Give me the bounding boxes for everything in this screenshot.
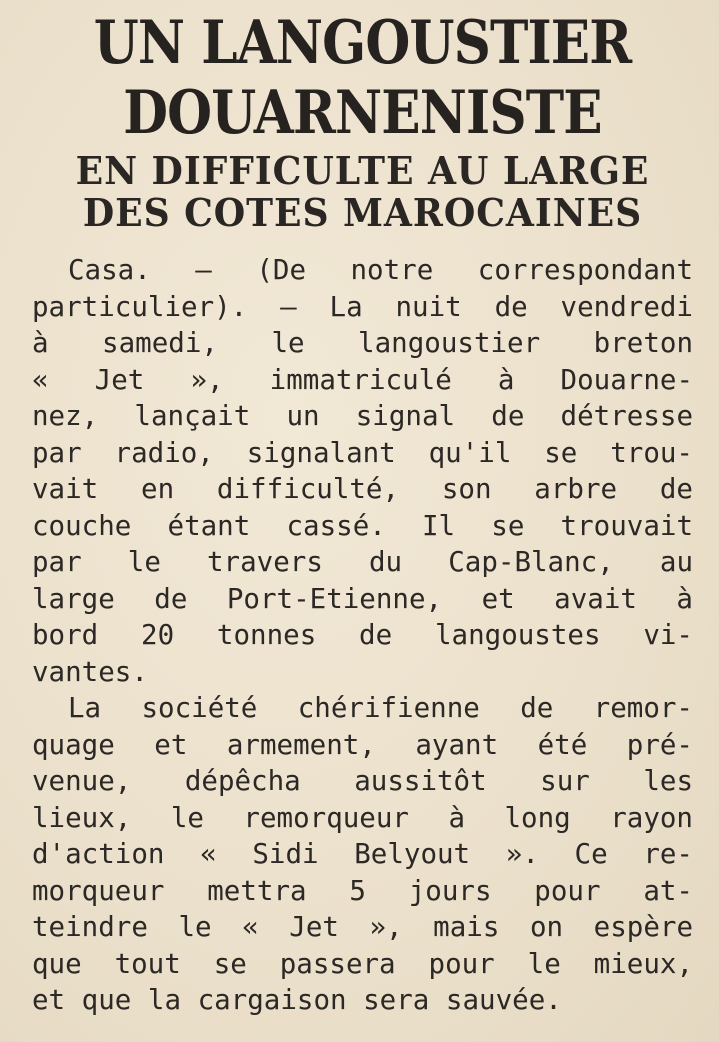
text-line: bord 20 tonnes de langoustes vi-: [32, 619, 693, 651]
text-line: lieux, le remorqueur à long rayon: [32, 801, 693, 834]
text-line: couche étant cassé. Il se trouvait: [32, 509, 693, 542]
headline: [78, 8, 646, 148]
headline-line: UN LANGOUSTIER: [93, 8, 632, 78]
text-line: particulier). — La nuit de vendredi: [32, 290, 693, 323]
text-line: par le travers du Cap-Blanc, au: [32, 546, 693, 578]
text-line: morqueur mettra 5 jours pour at-: [32, 874, 693, 907]
text-line: et que la cargaison sera sauvée.: [32, 984, 562, 1016]
article-paragraph-1: [32, 252, 693, 690]
text-line: vantes.: [32, 655, 148, 688]
text-line: vait en difficulté, son arbre de: [32, 473, 693, 505]
subheadline-line: EN DIFFICULTE AU LARGE: [75, 148, 650, 193]
text-line: « Jet », immatriculé à Douarne-: [32, 363, 693, 396]
headline-line: DOUARNENISTE: [123, 78, 602, 148]
text-line: La société chérifienne de remor-: [68, 692, 693, 724]
text-line: quage et armement, ayant été pré-: [32, 728, 693, 761]
subheadline-line: DES COTES MAROCAINES: [82, 190, 643, 235]
text-line: large de Port-Etienne, et avait à: [32, 582, 693, 615]
text-line: teindre le « Jet », mais on espère: [32, 911, 693, 943]
text-line: d'action « Sidi Belyout ». Ce re-: [32, 838, 693, 870]
text-line: venue, dépêcha aussitôt sur les: [32, 765, 693, 797]
text-line: par radio, signalant qu'il se trou-: [32, 436, 693, 469]
article-paragraph-2: [32, 690, 693, 1019]
subheadline: [49, 150, 677, 234]
text-line: à samedi, le langoustier breton: [32, 327, 693, 359]
text-line: nez, lançait un signal de détresse: [32, 400, 693, 432]
text-line: Casa. — (De notre correspondant: [68, 254, 693, 286]
text-line: que tout se passera pour le mieux,: [32, 947, 693, 980]
